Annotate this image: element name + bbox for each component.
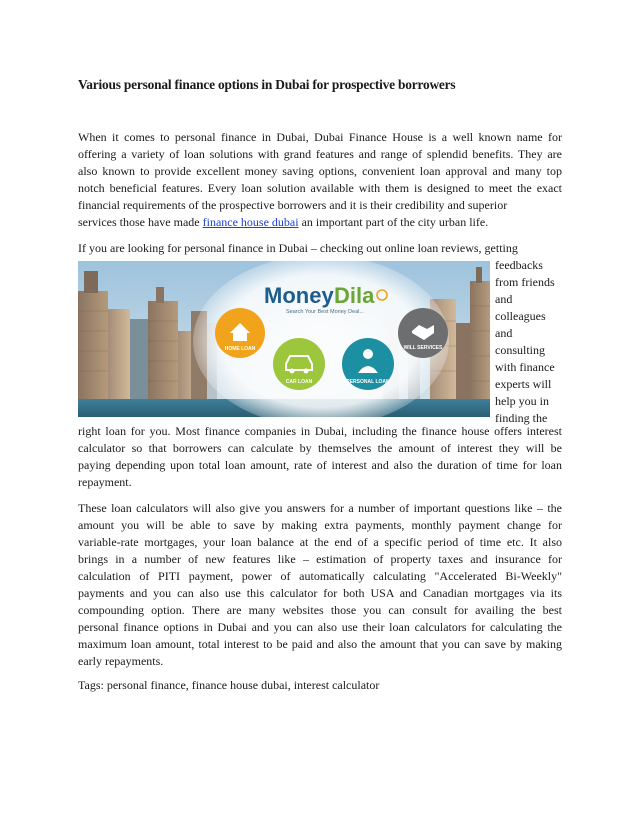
text-line: also known to provide excellent money saving options, convenient loan approval and many top: [78, 164, 562, 178]
person-icon: [363, 349, 373, 359]
personal-loan-label: PERSONAL LOAN: [346, 379, 390, 385]
home-loan-label: HOME LOAN: [224, 346, 256, 352]
text-line: financial requirements of the prospective borrowers and it is their credibility and superior: [78, 198, 508, 212]
text-line: right loan for you. Most finance companies in Dubai, including the finance house offers interest: [78, 424, 562, 438]
text-line: [78, 214, 562, 231]
banner-graphic: [78, 261, 490, 417]
side-wrap-column: [495, 257, 565, 427]
car-loan-label: CAR LOAN: [285, 379, 313, 385]
text-line: compounding option. There are many websites those you can consult for availing the best: [78, 603, 562, 617]
home-loan-badge: [215, 308, 265, 358]
text-fragment: an important part of the city urban life.: [298, 215, 489, 229]
personal-loan-badge: [342, 338, 394, 390]
text-line: and: [495, 292, 513, 306]
text-line: colleagues: [495, 309, 546, 323]
text-line: from friends: [495, 275, 555, 289]
text-line: calculation of PITI payment, power of automatically calculating "Accelerated Bi-Weekly": [78, 569, 562, 583]
text-line: early repayments.: [78, 654, 164, 668]
text-line: help you in: [495, 394, 549, 408]
text-line: If you are looking for personal finance in Dubai – checking out online loan reviews, getting: [78, 241, 518, 255]
text-line: offering a variety of loan solutions with grand features and range of splendid benefits. They are: [78, 147, 562, 161]
finance-house-dubai-link[interactable]: finance house dubai: [202, 215, 299, 229]
text-line: amount you will be able to save by making extra payments, monthly payment change for: [78, 518, 562, 532]
car-loan-badge: [273, 338, 325, 390]
text-line: When it comes to personal finance in Dubai, Dubai Finance House is a well known name for: [78, 130, 562, 144]
text-line: consulting: [495, 343, 545, 357]
text-line: with finance: [495, 360, 555, 374]
second-paragraph-first-line: [78, 240, 562, 257]
text-line: personal finance options in Dubai and you can also use their loan calculators for calculating the: [78, 620, 562, 634]
text-line: maximum loan amount, total interest to be paid and also the amount that you can save by making: [78, 637, 562, 651]
text-line: brings in a number of new features like – estimation of property taxes and insurance for: [78, 552, 562, 566]
text-line: variable-rate mortgages, your loan balance at the end of a specific period of time etc. It also: [78, 535, 562, 549]
intro-paragraph: [78, 129, 562, 231]
text-line: repayment.: [78, 475, 132, 489]
brand-tagline: Search Your Best Money Deal...: [286, 309, 364, 315]
will-services-label: WILL SERVICES: [403, 345, 443, 351]
brand-money: Money: [264, 283, 334, 308]
article-title: Various personal finance options in Dubai for prospective borrowers: [78, 77, 456, 92]
text-line: finding the: [495, 411, 548, 425]
moneydila-banner-image: [78, 261, 490, 417]
text-line: feedbacks: [495, 258, 543, 272]
text-line: experts will: [495, 377, 552, 391]
will-services-badge: [398, 308, 448, 358]
text-line: paying depending upon total loan amount, rate of interest and also the duration of time for loan: [78, 458, 562, 472]
text-line: notch beneficial features. Every loan solution available with them is designed to meet the exact: [78, 181, 562, 195]
tags-text: Tags: personal finance, finance house dubai, interest calculator: [78, 678, 380, 692]
text-line: calculator so that borrowers can calculate by themselves the amount of interest they will be: [78, 441, 562, 455]
third-paragraph: [78, 500, 562, 670]
text-line: and: [495, 326, 513, 340]
second-paragraph-continuation: [78, 423, 562, 491]
text-fragment: services those have made: [78, 215, 203, 229]
brand-dila: Dila: [334, 283, 375, 308]
text-line: These loan calculators will also give you answers for a number of important questions like – the: [78, 501, 562, 515]
tags-line: [78, 677, 562, 694]
text-line: payments and you can also use this calculator for both USA and Canadian mortgages via its: [78, 586, 562, 600]
